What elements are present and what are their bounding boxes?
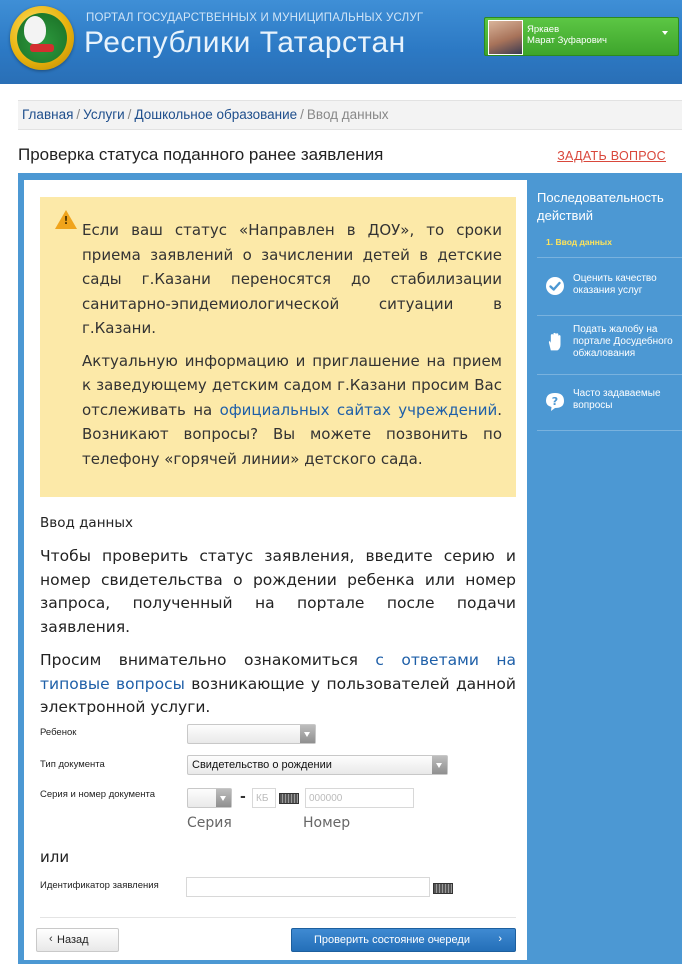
page-title: Проверка статуса поданного ранее заявления <box>18 145 384 164</box>
child-label: Ребенок <box>40 727 77 738</box>
svg-text:?: ? <box>551 395 559 408</box>
sidebar-item-faq[interactable] <box>537 378 682 428</box>
user-menu-button[interactable] <box>484 17 679 56</box>
warning-icon-mark: ! <box>63 214 69 227</box>
series-number-label: Серия и номер документа <box>40 789 156 800</box>
hand-stop-icon <box>545 332 565 352</box>
breadcrumb-preschool[interactable]: Дошкольное образование <box>134 107 298 122</box>
sidebar-item-complaint[interactable] <box>537 318 682 372</box>
breadcrumb-separator: / <box>76 107 81 122</box>
sidebar-label-line: Подать жалобу на <box>573 324 658 335</box>
series-letters-input[interactable]: КБ <box>252 788 276 808</box>
sidebar-label-line: оказания услуг <box>573 285 643 296</box>
back-button[interactable] <box>36 928 119 952</box>
keyboard-icon[interactable] <box>279 793 299 804</box>
emblem-figure <box>24 16 46 44</box>
check-circle-icon <box>545 276 565 296</box>
sidebar-item-label <box>573 273 682 297</box>
intro-text-part: возникающие у пользователей данной электронной услуги. <box>40 674 516 716</box>
sidebar-item-rate-quality[interactable] <box>537 266 682 314</box>
chevron-down-icon <box>662 31 668 35</box>
intro-text-part: Просим внимательно ознакомиться <box>40 651 376 669</box>
chevron-down-icon <box>300 725 315 743</box>
help-bubble-icon <box>545 392 565 412</box>
portal-title[interactable]: Республики Татарстан <box>84 26 406 59</box>
sidebar-divider <box>537 257 682 258</box>
sidebar-label-line: портале Досудебного <box>573 336 673 347</box>
chevron-left-icon: ‹ <box>49 933 53 945</box>
chevron-down-icon <box>216 789 231 807</box>
sidebar-item-label <box>573 324 682 360</box>
sidebar-label-line: вопросы <box>573 400 613 411</box>
notice-text-part: Актуальную информацию и приглашение на прием к заведующему детским садом г.Казани просим Вас отслеживать на <box>82 351 502 419</box>
series-dash: - <box>240 789 246 805</box>
sidebar-divider <box>537 430 682 431</box>
breadcrumb-separator: / <box>300 107 304 122</box>
chevron-right-icon: › <box>498 933 502 945</box>
breadcrumb-separator: / <box>127 107 132 122</box>
series-caption: Серия <box>187 815 232 831</box>
back-button-label: Назад <box>57 934 89 946</box>
keyboard-icon[interactable] <box>433 883 453 894</box>
check-queue-button[interactable] <box>291 928 516 952</box>
child-select[interactable] <box>187 724 316 744</box>
intro-paragraph-2 <box>40 649 516 720</box>
doc-number-input[interactable]: 000000 <box>305 788 414 808</box>
sidebar-label-line: Часто задаваемые <box>573 388 661 399</box>
chevron-down-icon <box>432 756 447 774</box>
breadcrumb <box>18 100 682 130</box>
notice-paragraph-2 <box>82 349 502 472</box>
emblem-base <box>30 44 54 52</box>
form-divider <box>40 917 516 918</box>
notice-paragraph-1: Если ваш статус «Направлен в ДОУ», то сроки приема заявлений о зачислении детей в детские сады г.Казани переносятся до стабилизации санитарно-эпидемиологической ситуации в г.Казани. <box>82 221 502 337</box>
sidebar-label-line: Оценить качество <box>573 273 657 284</box>
series-roman-select[interactable] <box>187 788 232 808</box>
doc-type-select-value: Свидетельство о рождении <box>192 759 332 771</box>
sidebar-item-label <box>573 388 682 412</box>
site-header <box>0 0 682 84</box>
user-last-name: Яркаев <box>527 24 560 35</box>
tatarstan-emblem-icon[interactable] <box>10 6 74 70</box>
intro-text <box>40 545 516 730</box>
number-caption: Номер <box>303 815 351 831</box>
sidebar-label-line: обжалования <box>573 348 636 359</box>
ask-question-link[interactable]: ЗАДАТЬ ВОПРОС <box>557 149 666 163</box>
notice-text-part: . Возникают вопросы? Вы можете позвонить по телефону «горячей линии» детского сада. <box>82 400 502 468</box>
user-name <box>527 24 607 46</box>
or-label: или <box>40 848 70 866</box>
sidebar-divider <box>537 374 682 375</box>
doc-type-select[interactable] <box>187 755 448 775</box>
request-id-label: Идентификатор заявления <box>40 880 159 891</box>
official-sites-link[interactable]: официальных сайтах учреждений <box>219 400 498 419</box>
breadcrumb-services[interactable]: Услуги <box>83 107 125 122</box>
portal-subtitle: ПОРТАЛ ГОСУДАРСТВЕННЫХ И МУНИЦИПАЛЬНЫХ УСЛУГ <box>86 12 424 24</box>
avatar <box>488 20 523 55</box>
sidebar-title: Последовательность действий <box>537 190 664 223</box>
breadcrumb-home[interactable]: Главная <box>22 107 74 122</box>
doc-type-label: Тип документа <box>40 759 105 770</box>
request-id-input[interactable] <box>186 877 430 897</box>
sidebar-step-current: 1. Ввод данных <box>546 237 612 247</box>
breadcrumb-current: Ввод данных <box>306 107 389 122</box>
user-first-name: Марат Зуфарович <box>527 35 608 46</box>
section-title: Ввод данных <box>40 515 134 531</box>
faq-answers-link[interactable]: с ответами на типовые вопросы <box>40 651 516 693</box>
intro-paragraph-1: Чтобы проверить статус заявления, введите серию и номер свидетельства о рождении ребенка или номер запроса, полученный на портале после подачи заявления. <box>40 547 516 636</box>
check-queue-button-label: Проверить состояние очереди <box>314 934 470 946</box>
sidebar-divider <box>537 315 682 316</box>
notice-text <box>82 218 502 479</box>
